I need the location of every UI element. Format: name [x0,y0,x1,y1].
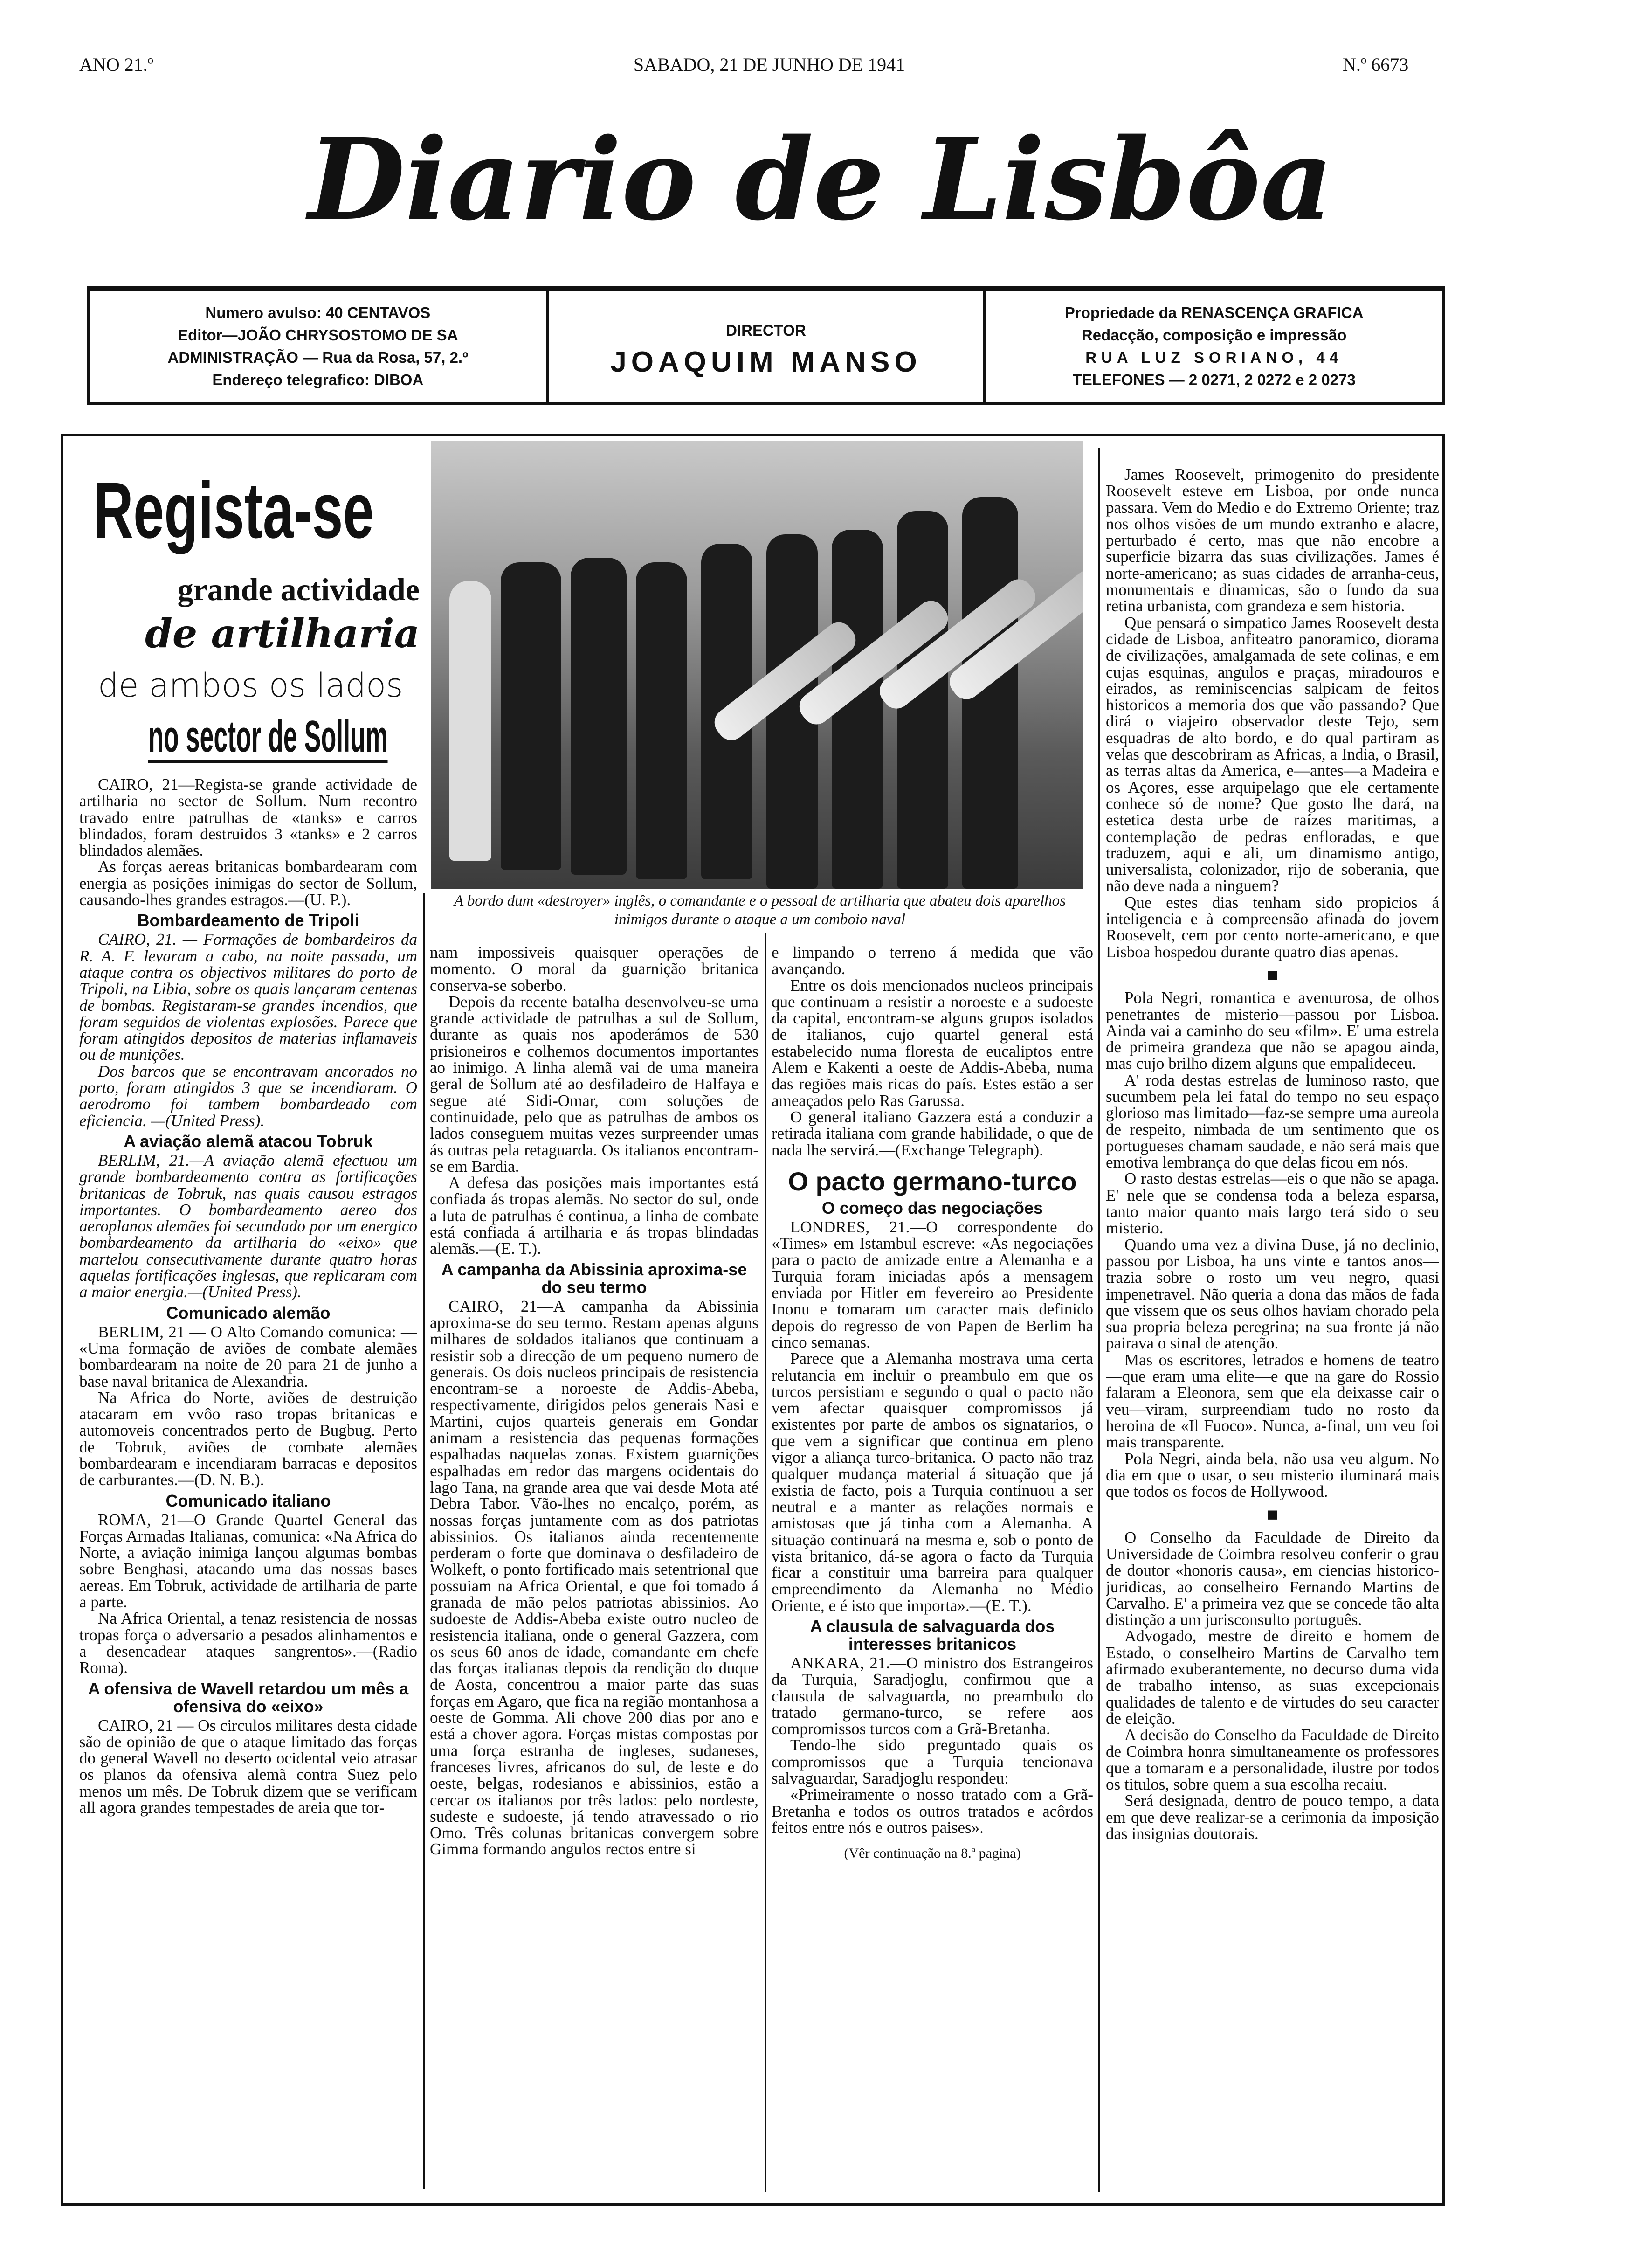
article-paragraph: A' roda destas estrelas de luminoso rasto, que sucumbem pela lei fatal do tempo no seu espaço glorioso mas limitado—faz-se sempre uma aureola de respeito, nimbada de um sentimento que os portugueses chamam saudade, e não será mais que emotiva lembrança do que delas ficou em nós. [1106,1071,1439,1172]
editor-line: Editor—JOÃO CHRYSOSTOMO DE SA [178,326,458,344]
news-photo-destroyer-crew [431,441,1083,889]
column-3 [772,944,1093,2189]
column-rule [765,933,766,2192]
article-paragraph: Será designada, dentro de pouco tempo, a data em que deve realizar-se a cerimonia da imposição das insignias doutorais. [1106,1791,1439,1843]
article-subheading: O começo das negociações [821,1198,1043,1217]
article-paragraph: Que estes dias tenham sido propicios á inteligencia e à compreensão afinada do jovem Roosevelt, cem por cento norte-americano, e que Lisboa hospedou durante quatro dias apenas. [1106,893,1439,961]
headline-line-3: de artilharia [145,610,420,657]
article-paragraph: CAIRO, 21—A campanha da Abissinia aproxima-se do seu termo. Restam apenas alguns milhares de soldados italianos que continuam a resistir sob a direcção de um pequeno numero de generais. Os dois nucleos principais de resistencia encontram-se a noroeste de Addis-Abeba, respectivamente, dirigidos pelos generais Nasi e Martini, cujos quarteis generais em Gondar animam a resistencia das pequenas formações espalhadas naquelas zonas. Existem guarnições espalhadas em redor das margens ocidentais do lago Tana, na grande area que vai desde Mota até Debra Tabor. Vão-lhes no encalço, porém, as nossas forças juntamente com as dos patriotas abissinios. Os italianos ainda recentemente perderam o forte que dominava o desfiladeiro de Wolkeft, o ponto fortificado mais setentrional que possuiam na Africa Oriental, e que foi tomado á granada de mão pelos patriotas abissinios. Ao sudoeste de Addis-Abeba existe outro nucleo de resistencia italiana, onde o general Gazzera, com os seus 60 anos de idade, comandante em chefe das forças italianas depois da rendição do duque de Aosta, concentrou a maior parte das suas forças em Agaro, que fica na região montanhosa a oeste de Gomma. Ali chove 200 dias por ano e está a chover agora. Forças mistas compostas por uma força estranha de ingleses, sudaneses, franceses livres, africanos do sul, de leste e do oeste, belgas, rodesianos e abissinios, estão a cercar os italianos por três lados: pelo nordeste, sudeste e sudoeste, já tendo atravessado o rio Omo. Três colunas britanicas convergem sobre Gimma formando angulos rectos entre si [430,1297,758,1859]
article-paragraph: BERLIM, 21.—A aviação alemã efectuou um grande bombardeamento contra as fortificações britanicas de Tobruk, nas quais causou estragos importantes. O bombardeamento aereo dos aeroplanos alemães foi secundado por um energico bombardeamento da artilharia do «eixo» que martelou consecutivamente durante quatro horas aquelas fortificações inglesas, que replicaram com a maior energia.—(United Press). [79,1151,417,1301]
article-paragraph: Advogado, mestre de direito e homem de Estado, o conselheiro Martins de Carvalho tem afirmado exuberantemente, no decurso duma vida de trabalho intenso, as suas excepcionais qualidades de talento e de virtudes do seu caracter de eleição. [1106,1627,1439,1728]
article-paragraph: BERLIM, 21 — O Alto Comando comunica: — «Uma formação de aviões de combate alemães bombardearam na noite de 20 para 21 de junho a base naval britanica de Alexandria. [79,1322,417,1390]
article-paragraph: Na Africa do Norte, aviões de destruição atacaram em vvôo raso tropas britanicas e automoveis concentrados perto de Bugbug. Perto de Tobruk, aviões de combate alemães bombardearam e incendiaram barracas e depositos de carburantes.—(D. N. B.). [79,1388,417,1489]
publisher-info [986,291,1442,402]
article-paragraph: CAIRO, 21—Regista-se grande actividade de artilharia no sector de Sollum. Num recontro travado entre patrulhas de «tanks» e carros blindados, foram destruidos 3 «tanks» e 2 carros blindados alemães. [79,776,417,860]
article-paragraph: Mas os escritores, letrados e homens de teatro—que eram uma elite—e que na gare do Rossio falaram a Eleonora, sem que ela deixasse cair o veu—viram, surpreendiam tudo no rosto da heroina de «Il Fuoco». Nunca, a-final, um veu foi mais transparente. [1106,1350,1439,1452]
column-4 [1106,466,1439,2192]
article-subheading: A campanha da Abissinia aproxima-se do seu termo [441,1259,747,1297]
column-1 [79,776,417,2189]
headline-main: Regista-se [93,466,374,555]
article-paragraph: ROMA, 21—O Grande Quartel General das Forças Armadas Italianas, comunica: «Na Africa do Norte, a aviação inimiga lançou algumas bombas sobre Benghasi, atacando uma das nossas bases aereas. Em Tobruk, actividade de artilharia de parte a parte. [79,1510,417,1611]
column-rule [1098,448,1100,2192]
article-paragraph: As forças aereas britanicas bombardearam com energia as posições inimigas do sector de Sollum, causando-lhes grandes estragos.—(U. P.). [79,857,417,909]
article-paragraph: Pola Negri, ainda bela, não usa veu algum. No dia em que o usar, o seu misterio iluminará mais que todos os focos de Hollywood. [1106,1449,1439,1501]
article-paragraph: nam impossiveis quaisquer operações de momento. O moral da guarnição britanica conserva-se soberbo. [430,944,758,995]
article-paragraph: Que pensará o simpatico James Roosevelt desta cidade de Lisboa, anfiteatro panoramico, diorama de civilizações, amalgamada de sete colinas, e em cujas esquinas, angulos e praças, miradouros e eirados, as reminiscencias salpicam de feitos historicos a memoria dos que vão passando? Que dirá o viajeiro observador deste Tejo, sem esquadras de alto bordo, e do qual partiram as velas que descobriram as Africas, a India, o Brasil, as terras altas da America, e—antes—a Madeira e os Açores, esse arquipelago que ele certamente conhece só de nome? Que gosto lhe dará, na estetica desta urbe de raízes maritimas, a contemplação de pedras enfloradas, e que traduzem, aqui e ali, um dinamismo antigo, universalista, colonizador, rijo de soberania, que não deve nada a ninguem? [1106,613,1439,895]
address-line: RUA LUZ SORIANO, 44 [1085,349,1343,366]
section-separator-icon: ■ [1267,964,1278,985]
administration-line: ADMINISTRAÇÃO — Rua da Rosa, 57, 2.º [167,349,469,366]
volume-year: ANO 21.º [79,54,154,75]
article-paragraph: CAIRO, 21. — Formações de bombardeiros da R. A. F. levaram a cabo, na noite passada, um ataque contra os objectivos militares do porto de Tripoli, na Libia, sobre os quais lançaram centenas de bombas. Registaram-se grandes incendios, que foram seguidos de violentas explosões. Parece que foram atingidos depositos de materias inflamaveis ou de munições. [79,930,417,1064]
headline-line-2: grande actividade [177,572,420,607]
issue-number: N.º 6673 [1343,54,1409,75]
editorial-line: Redacção, composição e impressão [1081,326,1347,344]
article-subheading: A ofensiva de Wavell retardou um mês a ofensiva do «eixo» [88,1679,409,1716]
column-2 [430,944,758,2189]
article-paragraph: «Primeiramente o nosso tratado com a Grã-Bretanha e todos os outros tratados e acôrdos feitos entre nós e outros paises». [772,1785,1093,1837]
article-paragraph: Depois da recente batalha desenvolveu-se uma grande actividade de patrulhas a sul de Sollum, durante as quais nos apoderámos de 530 prisioneiros e colhemos documentos importantes ao inimigo. A linha alemã vai de uma maneira geral de Sollum até ao desfiladeiro de Halfaya e segue até Sidi-Omar, com soluções de continuidade, pelo que as patrulhas de ambos os lados conseguem muitas vezes surpreender umas ás outras pela retaguarda. Os italianos encontram-se em Bardia. [430,992,758,1175]
article-subheading: Comunicado italiano [165,1491,331,1510]
price-line: Numero avulso: 40 CENTAVOS [205,304,431,321]
telegraph-line: Endereço telegrafico: DIBOA [212,371,424,388]
continuation-note: (Vêr continuação na 8.ª pagina) [844,1846,1021,1861]
article-paragraph: Na Africa Oriental, a tenaz resistencia de nossas tropas força o adversario a pesados alinhamentos e a desencadear ataques sangrentos».—(Radio Roma). [79,1609,417,1677]
article-paragraph: Tendo-lhe sido preguntado quais os compromissos que a Turquia tencionava salvaguardar, Saradjoglu respondeu: [772,1736,1093,1788]
issue-date: SABADO, 21 DE JUNHO DE 1941 [633,54,905,75]
director-label: DIRECTOR [726,322,806,339]
article-paragraph: Pola Negri, romantica e aventurosa, de olhos penetrantes de misterio—passou por Lisboa. Ainda vai a caminho do seu «film». E' uma estrela de primeira grandeza que não se apagou ainda, mas cujo brilho dizem alguns que empalideceu. [1106,989,1439,1073]
headline-line-5: no sector de Sollum [148,713,388,763]
article-paragraph: Dos barcos que se encontravam ancorados no porto, foram atingidos 3 que se incendiaram. O aerodromo foi tambem bombardeado com eficiencia. —(United Press). [79,1062,417,1130]
section-separator-icon: ■ [1267,1504,1278,1525]
article-paragraph: A decisão do Conselho da Faculdade de Direito de Coimbra honra simultaneamente os professores que a tomaram e a personalidade, ilustre por todos os titulos, sobre quem a sua escolha recaiu. [1106,1726,1439,1794]
director-info [546,291,986,402]
masthead-logo: Diario de Lisbôa [308,114,1333,245]
article-subheading: Comunicado alemão [166,1303,331,1322]
article-paragraph: O general italiano Gazzera está a conduzir a retirada italiana com grande habilidade, o que de nada lhe servirá.—(Exchange Telegraph). [772,1107,1093,1159]
article-paragraph: Entre os dois mencionados nucleos principais que continuam a resistir a noroeste e a sudoeste da capital, encontram-se alguns grupos isolados de italianos, cujo quartel general está estabelecido numa floresta de eucaliptos entre Alem e Kakenti a oeste de Addis-Abeba, numa das regiões mais ricas do país. Estes estão a ser ameaçados pelo Ras Garussa. [772,976,1093,1110]
owner-line: Propriedade da RENASCENÇA GRAFICA [1064,304,1364,321]
photo-caption: A bordo dum «destroyer» inglês, o comandante e o pessoal de artilharia que abateu dois aparelhos inimigos durante o ataque a um comboio naval [454,892,1066,928]
article-paragraph: e limpando o terreno á medida que vão avançando. [772,944,1093,978]
article-heading: O pacto germano-turco [788,1166,1077,1196]
article-paragraph: Quando uma vez a divina Duse, já no declinio, passou por Lisboa, ha uns vinte e tantos anos—trazia sobre o rosto um veu negro, quasi impenetravel. Não queria a dona das mãos de fada que vissem que os seus olhos haviam chorado pela sua propria beleza peregrina; na sua fronte já não pairava o sinal de atenção. [1106,1235,1439,1353]
column-rule [423,893,425,2189]
article-subheading: A clausula de salvaguarda dos interesses britanicos [810,1616,1055,1653]
publication-info-box [87,286,1445,405]
article-paragraph: Parece que a Alemanha mostrava uma certa relutancia em incluir o preambulo em que os turcos persistiam e segundo o qual o pacto não vem afectar quaisquer compromissos já existentes por parte de ambos os signatarios, o que vem a significar que continua em pleno vigor a aliança turco-britanica. O pacto não traz qualquer mudança material á situação que já existia de facto, pois a Turquia continuou a ser neutral e a manter as relações normais e amistosas que já tinha com a Alemanha. A situação continuará na mesma e, sob o ponto de vista britanico, dá-se agora o facto da Turquia ficar a constituir uma barreira para qualquer empreendimento da Alemanha no Médio Oriente, e é isto que importa».—(E. T.). [772,1349,1093,1615]
article-paragraph: ANKARA, 21.—O ministro dos Estrangeiros da Turquia, Saradjoglu, confirmou que a clausula de salvaguarda, no preambulo do tratado germano-turco, se refere aos compromissos turcos com a Grã-Bretanha. [772,1653,1093,1738]
phone-line: TELEFONES — 2 0271, 2 0272 e 2 0273 [1072,371,1356,388]
article-paragraph: A defesa das posições mais importantes está confiada ás tropas alemãs. No sector do sul, onde a luta de patrulhas é continua, a linha de combate está confiada á artilharia e ás tropas blindadas alemãs.—(E. T.). [430,1174,758,1258]
article-subheading: Bombardeamento de Tripoli [137,911,359,930]
article-subheading: A aviação alemã atacou Tobruk [124,1131,373,1151]
article-paragraph: O Conselho da Faculdade de Direito da Universidade de Coimbra resolveu conferir o grau de doutor «honoris causa», em ciencias historico-juridicas, ao conselheiro Fernando Martins de Carvalho. E' a primeira vez que se concede tão alta distinção a um jurisconsulto português. [1106,1528,1439,1629]
article-paragraph: O rasto destas estrelas—eis o que não se apaga. E' nele que se condensa toda a beleza esparsa, tanto maior quanto mais largo terá sido o seu misterio. [1106,1169,1439,1238]
article-paragraph: James Roosevelt, primogenito do presidente Roosevelt esteve em Lisboa, por onde nunca passara. Vem do Medio e do Extremo Oriente; traz nos olhos visões de um mundo extranho e alacre, perturbado é certo, mas que não encobre a superficie bizarra das suas civilizações. James é norte-americano; as suas cidades de arranha-ceus, monumentais e dinamicas, são o fundo da sua retina urbanista, com grandeza e sem historia. [1106,466,1439,615]
director-name: JOAQUIM MANSO [610,346,922,378]
headline-line-4: de ambos os lados [98,666,403,705]
price-editor-info [90,291,546,402]
article-paragraph: LONDRES, 21.—O correspondente do «Times» em Istambul escreve: «As negociações para o pacto de amizade entre a Alemanha e a Turquia foram iniciadas após a mensagem enviada por Hitler em fevereiro ao Presidente Inonu e tomaram um caracter mais definido depois do regresso de von Papen de Berlim ha cinco semanas. [772,1217,1093,1351]
article-paragraph: CAIRO, 21 — Os circulos militares desta cidade são de opinião de que o ataque limitado das forças do general Wavell no deserto ocidental veio atrasar os planos da ofensiva alemã contra Suez pelo menos um mês. De Tobruk dizem que se verificam all agora grandes tempestades de areia que tor- [79,1716,417,1817]
